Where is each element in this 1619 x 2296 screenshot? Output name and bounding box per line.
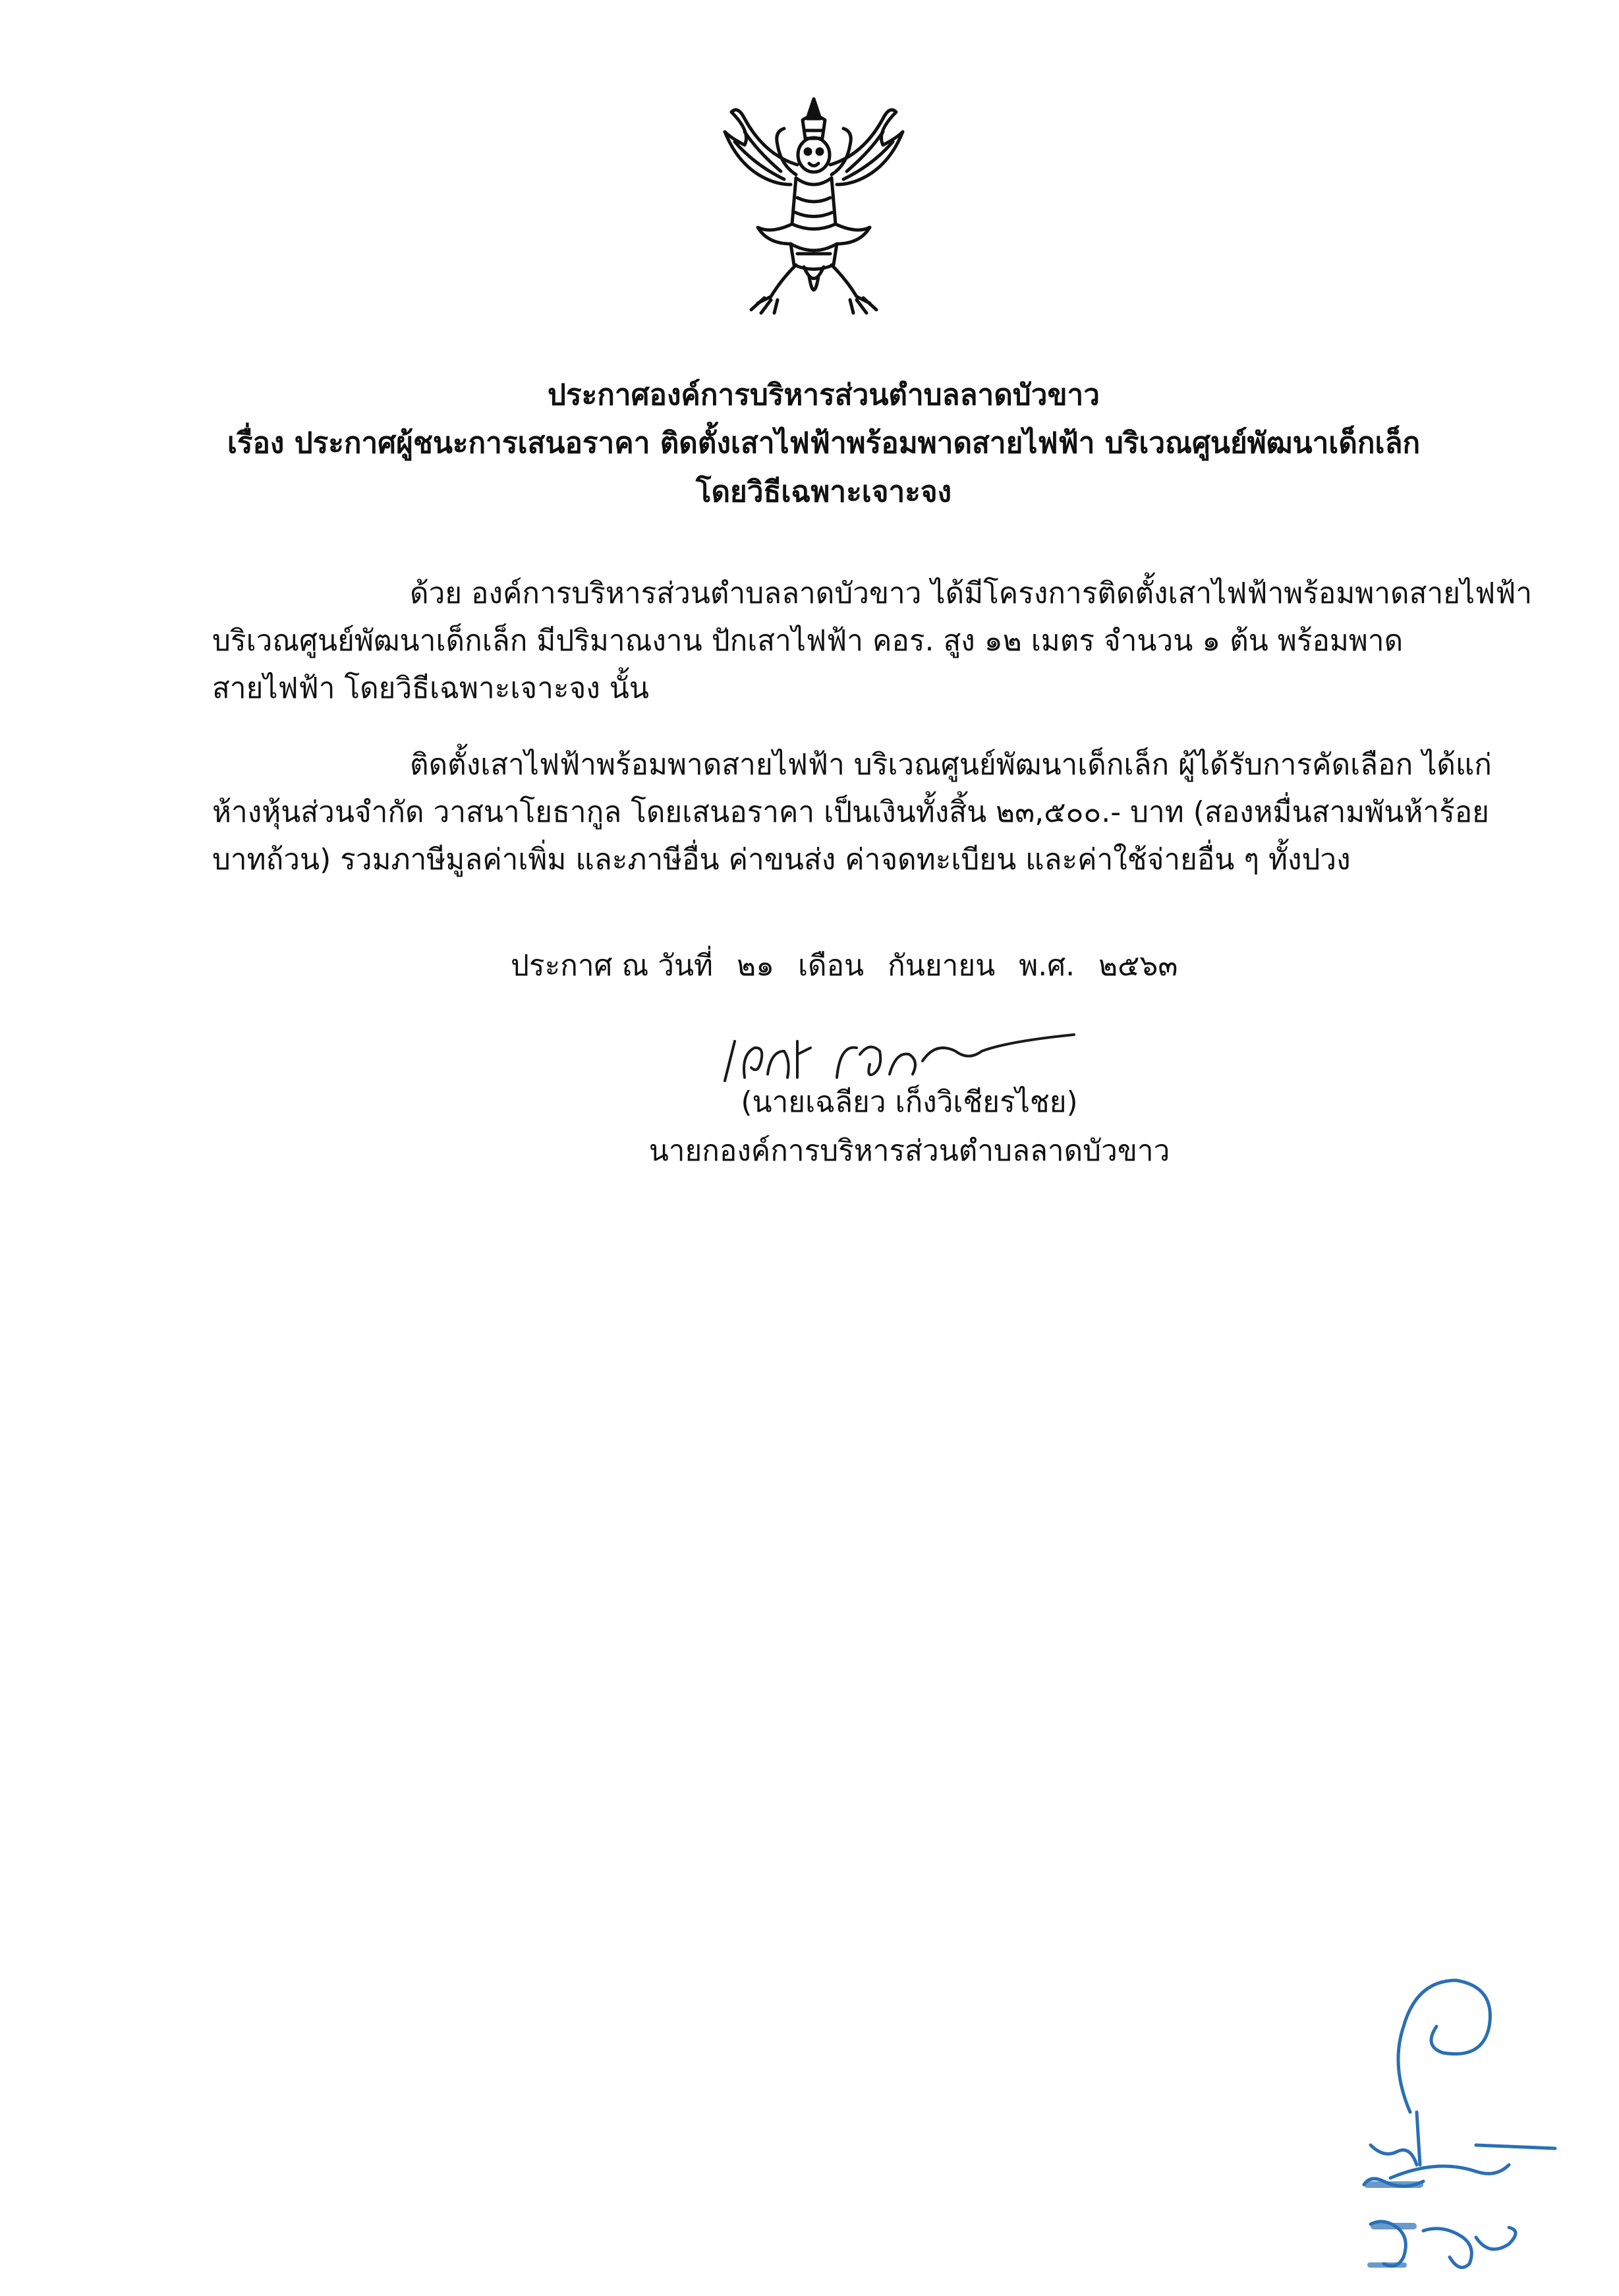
date-year: ๒๕๖๓: [1098, 949, 1178, 983]
garuda-emblem-icon: [718, 92, 909, 316]
announcement-subject: เรื่อง ประกาศผู้ชนะการเสนอราคา ติดตั้งเสาไฟฟ้าพร้อมพาดสายไฟฟ้า บริเวณศูนย์พัฒนาเด็กเล็ก: [227, 426, 1421, 460]
paragraph-project: [212, 570, 1533, 712]
signer-name: (นายเฉลียว เก็งวิเชียรไชย): [741, 1085, 1078, 1119]
announcement-method: โดยวิธีเฉพาะเจาะจง: [695, 475, 952, 509]
paragraph-line: สายไฟฟ้า โดยวิธีเฉพาะเจาะจง นั้น: [212, 672, 649, 705]
date-year-label: พ.ศ.: [1019, 949, 1075, 983]
paragraph-winner: [212, 741, 1492, 884]
paragraph-line: ติดตั้งเสาไฟฟ้าพร้อมพาดสายไฟฟ้า บริเวณศูนย์พัฒนาเด็กเล็ก ผู้ได้รับการคัดเลือก ได้แก่: [410, 748, 1492, 782]
paragraph-line: ด้วย องค์การบริหารส่วนตำบลลาดบัวขาว ได้มีโครงการติดตั้งเสาไฟฟ้าพร้อมพาดสายไฟฟ้า: [410, 577, 1533, 610]
announcement-title: ประกาศองค์การบริหารส่วนตำบลลาดบัวขาว: [548, 378, 1100, 412]
announcement-date: [511, 942, 1192, 990]
paragraph-line: บริเวณศูนย์พัฒนาเด็กเล็ก มีปริมาณงาน ปักเสาไฟฟ้า คอร. สูง ๑๒ เมตร จำนวน ๑ ต้น พร้อมพาด: [212, 624, 1404, 658]
date-day: ๒๑: [737, 949, 774, 983]
signer-position: นายกองค์การบริหารส่วนตำบลลาดบัวขาว: [648, 1134, 1170, 1168]
paragraph-line: บาทถ้วน) รวมภาษีมูลค่าเพิ่ม และภาษีอื่น ค่าขนส่ง ค่าจดทะเบียน และค่าใช้จ่ายอื่น ๆ ทั้งปวง: [212, 843, 1351, 876]
date-month: กันยายน: [888, 949, 996, 983]
paragraph-line: ห้างหุ้นส่วนจำกัด วาสนาโยธากูล โดยเสนอราคา เป็นเงินทั้งสิ้น ๒๓,๕๐๐.- บาท (สองหมื่นสามพันห้าร้อย: [212, 795, 1489, 829]
date-prefix: ประกาศ ณ วันที่: [511, 949, 714, 983]
date-month-label: เดือน: [798, 949, 865, 983]
ink-initials: [1344, 1947, 1568, 2277]
